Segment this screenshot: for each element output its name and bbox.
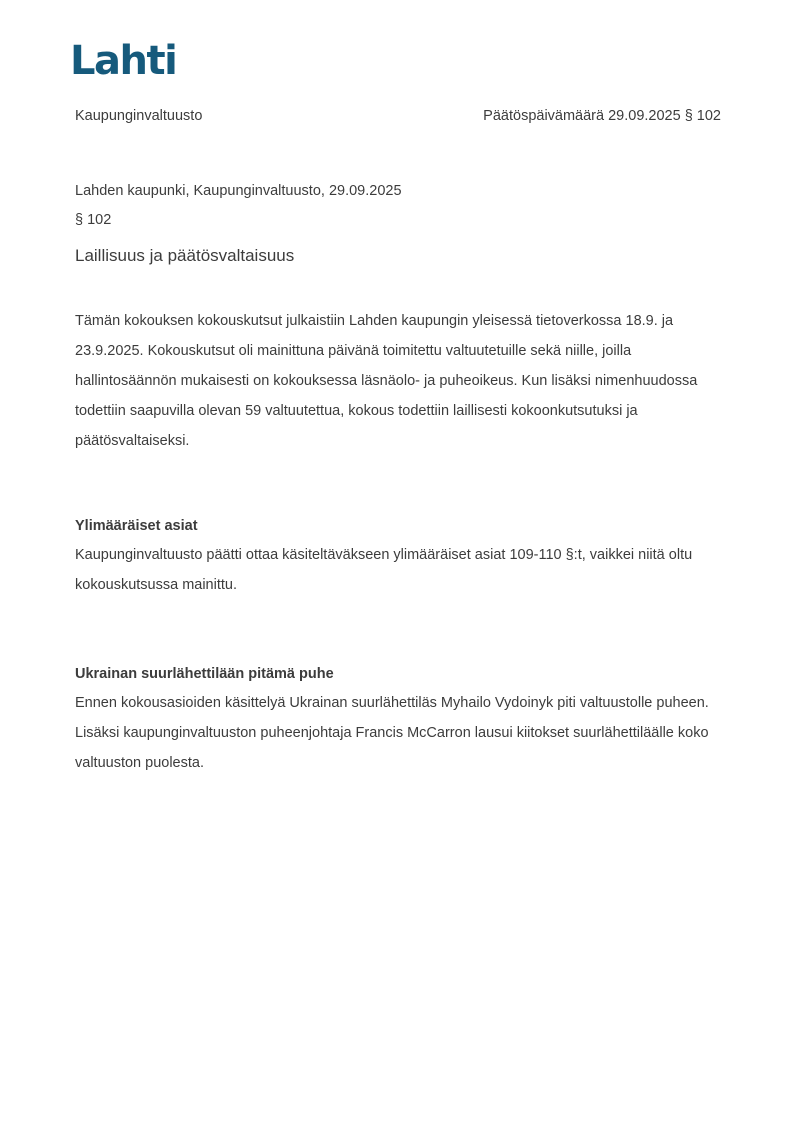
header-organ-label: Kaupunginvaltuusto [75,108,203,124]
lahti-logo: Lahti [70,38,177,84]
section-heading-extra-items: Ylimääräiset asiat [75,518,198,534]
page-header [75,106,721,126]
document-meta-line: Lahden kaupunki, Kaupunginvaltuusto, 29.09.2025 [75,183,402,199]
section-heading-ambassador-speech: Ukrainan suurlähettilään pitämä puhe [75,666,334,682]
section-body-ambassador-speech: Ennen kokousasioiden käsittelyä Ukrainan suurlähettiläs Myhailo Vydoinyk piti valtuustolle puheen. Lisäksi kaupunginvaltuuston puheenjohtaja Francis McCarron lausui kiitokset suurlähettiläälle koko valtuuston puolesta. [75,695,709,771]
header-decision-date: Päätöspäivämäärä 29.09.2025 § 102 [483,108,721,124]
legality-paragraph: Tämän kokouksen kokouskutsut julkaistiin Lahden kaupungin yleisessä tietoverkossa 18.9. ja 23.9.2025. Kokouskutsut oli mainittuna päivänä toimitettu valtuutetuille sekä niille, joilla hallintosäännön mukaisesti on kokouksessa läsnäolo- ja puheoikeus. Kun lisäksi nimenhuudossa todettiin saapuvilla olevan 59 valtuutettua, kokous todettiin laillisesti kokoonkutsutuksi ja päätösvaltaiseksi. [75,313,698,449]
section-body-extra-items: Kaupunginvaltuusto päätti ottaa käsiteltäväkseen ylimääräiset asiat 109-110 §:t, vaikkei niitä oltu kokouskutsussa mainittu. [75,547,693,593]
document-title: Laillisuus ja päätösvaltaisuus [75,246,295,265]
section-number: § 102 [75,212,112,228]
